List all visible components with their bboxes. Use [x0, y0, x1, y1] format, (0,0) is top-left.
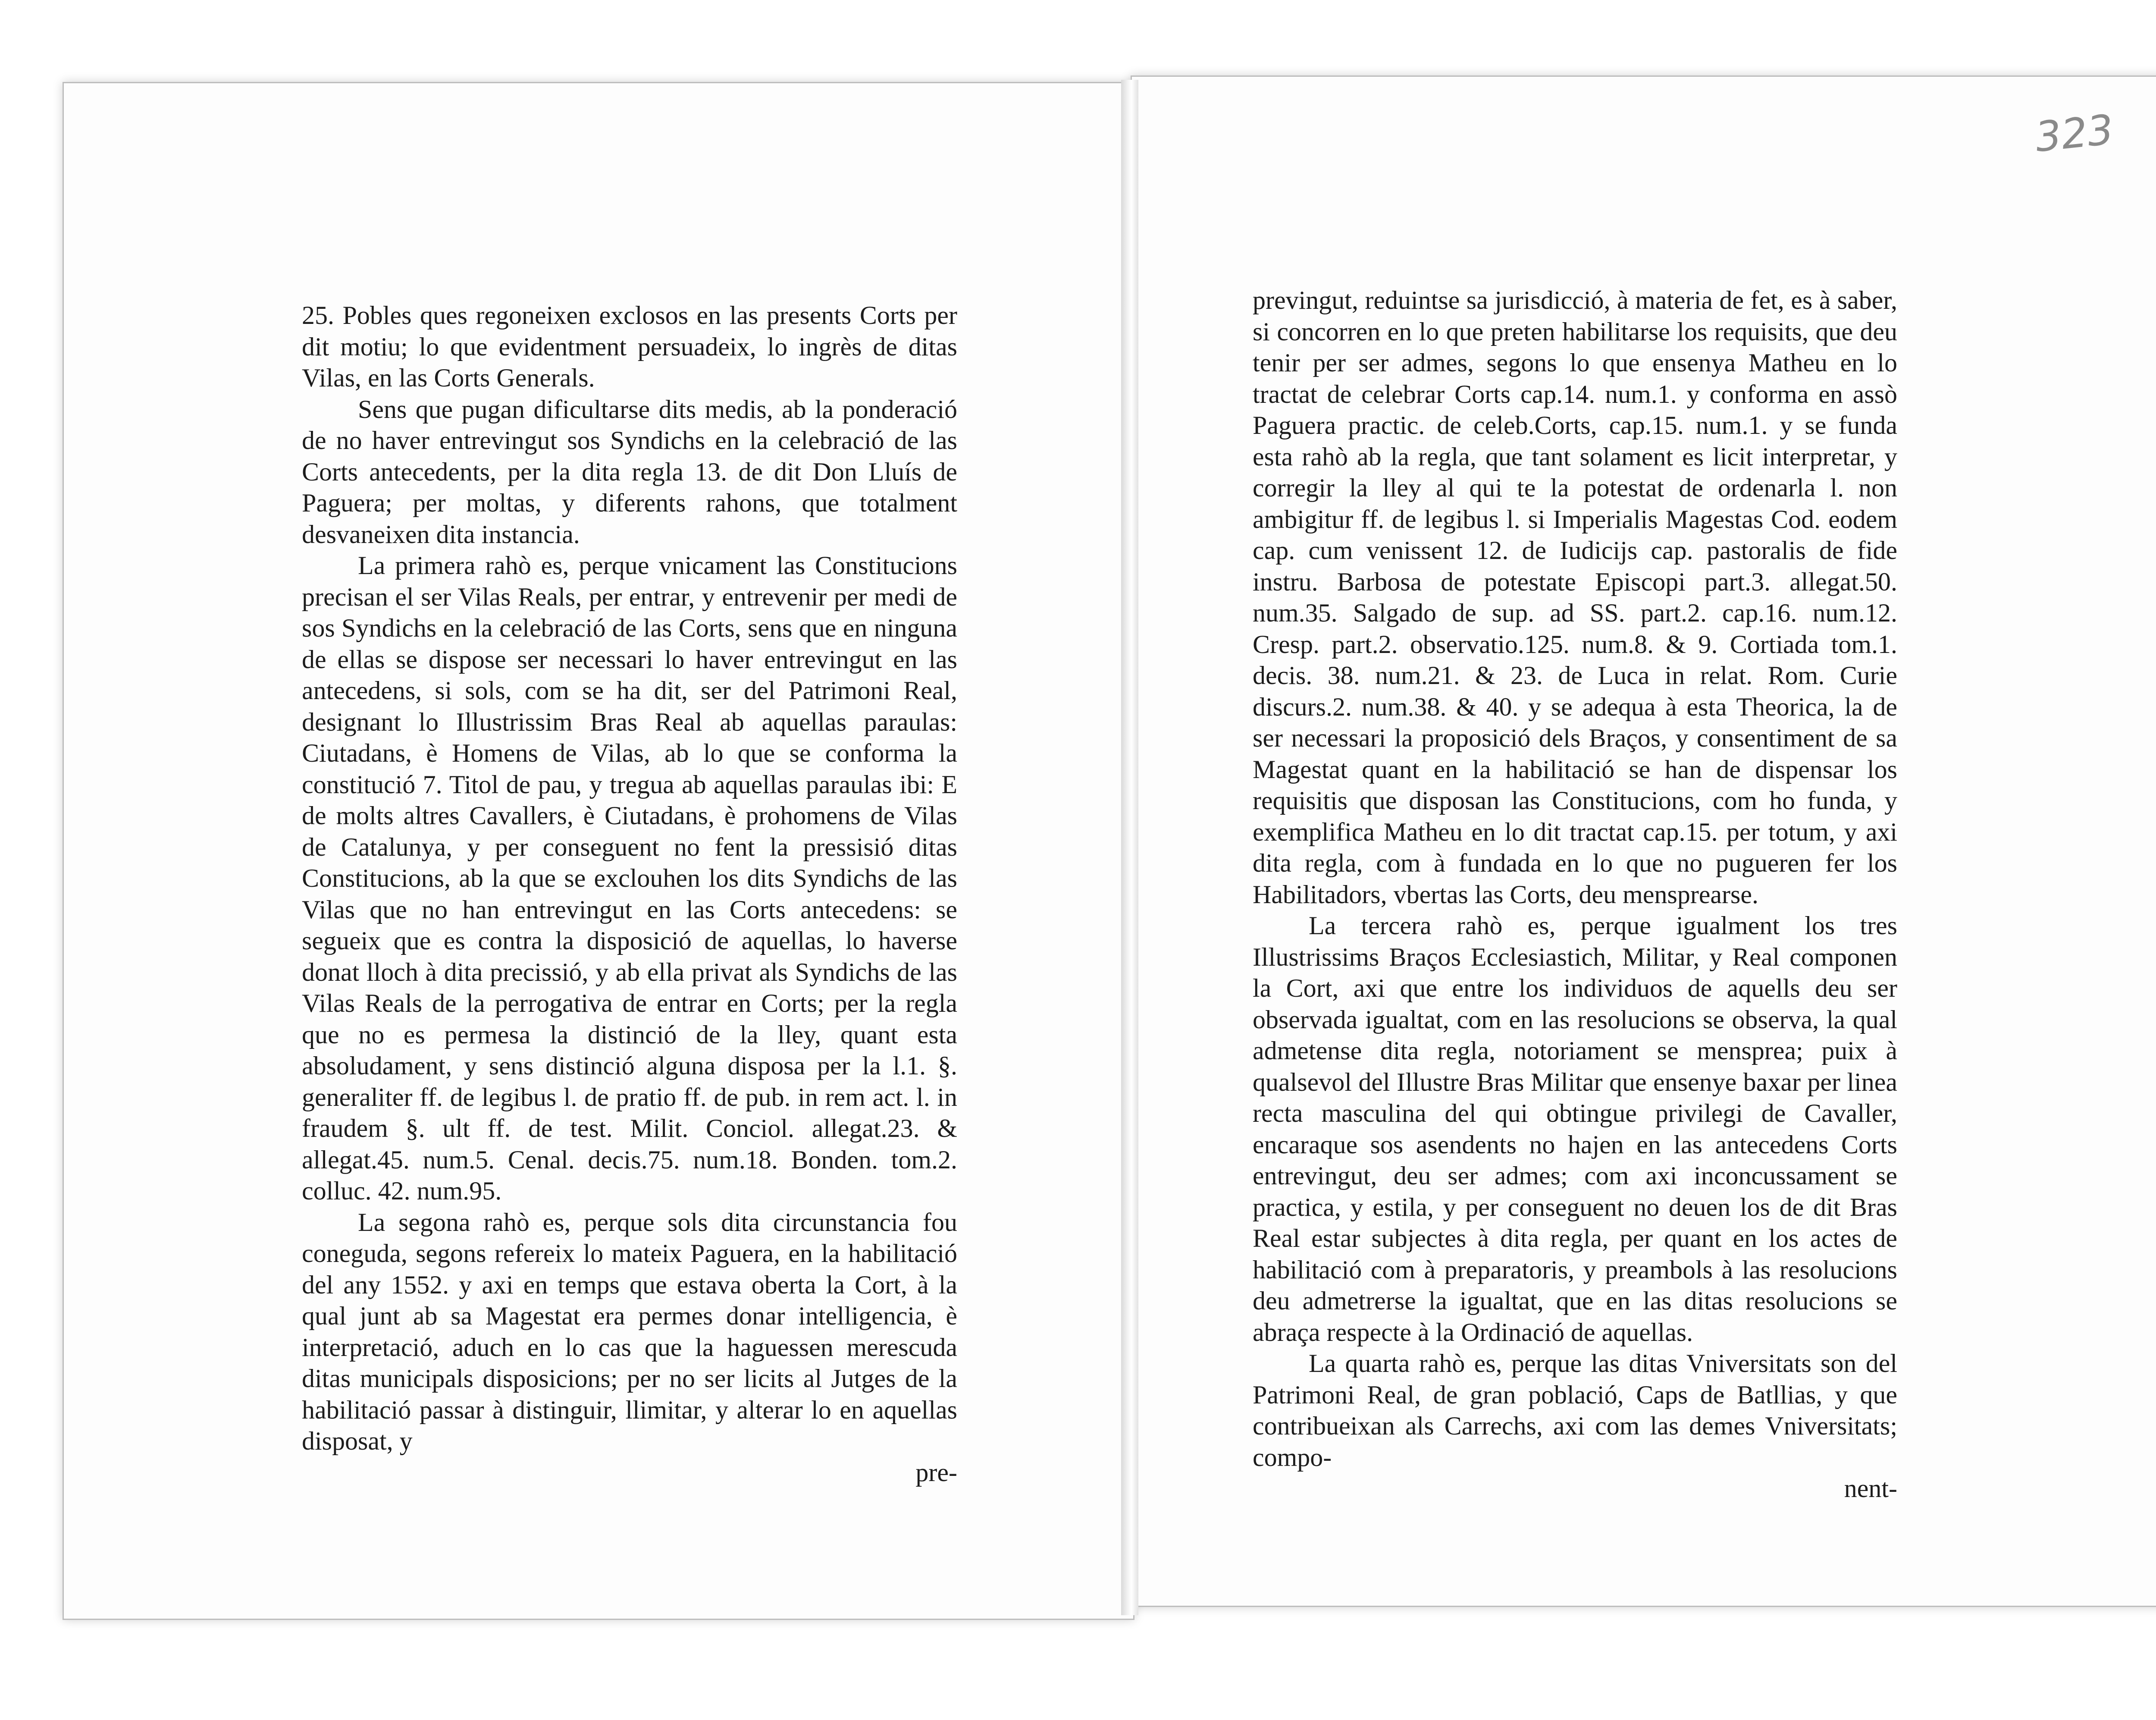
paragraph: previngut, reduintse sa jurisdicció, à materia de fet, es à saber, si concorren en lo que preten habilitarse los requisits, que deu tenir per ser admes, segons lo que ensenya Matheu en lo tractat de celebrar Corts cap.14. num.1. y conforma en assò Paguera practic. de celeb.Corts, cap.15. num.1. y se funda esta rahò ab la regla, que tant solament es licit interpretar, y corregir la lley al qui te la potestat de ordenarla l. non ambigitur ff. de legibus l. si Imperialis Magestas Cod. eodem cap. cum venissent 12. de Iudicijs cap. pastoralis de fide instru. Barbosa de potestate Episcopi part.3. allegat.50. num.35. Salgado de sup. ad SS. part.2. cap.16. num.12. Cresp. part.2. observatio.125. num.8. & 9. Cortiada tom.1. decis. 38. num.21. & 23. de Luca in relat. Rom. Curie discurs.2. num.38. & 40. y se adequa à esta Theorica, la de ser necessari la proposició dels Braços, y consentiment de sa Magestat quant en la habilitació se han de dispensar los requisitis que disposan las Constitucions, com ho funda, y exemplifica Matheu en lo dit tractat cap.15. per totum, y axi dita regla, com à fundada en lo que no pugueren fer los Habilitadors, vbertas las Corts, deu mensprearse.	[1253, 286, 1897, 909]
paragraph: La tercera rahò es, perque igualment los tres Illustrissims Braços Ecclesiastich, Militar, y Real componen la Cort, axi que entre los individuos de aquells deu ser observada igualtat, com en las resolucions se observa, la qual admetense dita regla, notoriament se menspreа; puix à qualsevol del Illustre Bras Militar que ensenye baxar per linea recta masculina del qui obtingue privilegi de Cavaller, encaraque sos asendents no hajen en las antecedens Corts entrevingut, deu ser admes; com axi inconcussament se practica, y estila, y per conseguent no deuen los de dit Bras Real estar subjectes à dita regla, per quant en los actes de habilitació com à preparatoris, y preambols à las resolucions deu admetrerse la igualtat, que en las ditas resolucions se abraça respecte à la Ordinació de aquellas.	[1253, 911, 1897, 1346]
catchword: pre-	[915, 1458, 957, 1487]
left-page-text	[302, 300, 957, 1488]
paragraph: La primera rahò es, perque vnicament las Constitucions precisan el ser Vilas Reals, per entrar, y entrevenir per medi de sos Syndichs en la celebració de las Corts, sens que en ninguna de ellas se dispose ser necessari lo haver entrevingut en las antecedens, si sols, com se ha dit, ser del Patrimoni Real, designant lo Illustrissim Bras Real ab aquellas paraulas: Ciutadans, è Homens de Vilas, ab lo que se conforma la constitució 7. Titol de pau, y tregua ab aquellas paraulas ibi: E de molts altres Cavallers, è Ciutadans, è prohomens de Vilas de Catalunya, y per conseguent no fent la pressisió ditas Constitucions, ab la que se exclouhen los dits Syndichs de las Vilas que no han entrevingut en las Corts antecedens: se segueix que es contra la disposició de aquellas, lo haverse donat lloch à dita precissió, y ab ella privat als Syndichs de las Vilas Reals de la perrogativa de entrar en Corts; per la regla que no es permesa la distinció de la lley, quant esta absoludament, y sens distinció alguna disposa per la l.1. §. generaliter ff. de legibus l. de pratio ff. de pub. in rem act. l. in fraudem §. ult ff. de test. Milit. Conciol. allegat.23. & allegat.45. num.5. Cenal. decis.75. num.18. Bonden. tom.2. colluc. 42. num.95.	[302, 551, 957, 1205]
paragraph: La quarta rahò es, perque las ditas Vniversitats son del Patrimoni Real, de gran població, Caps de Batllias, y que contribueixan als Carrechs, axi com las demes Vniversitats; compo-	[1253, 1349, 1897, 1472]
book-spine	[1121, 80, 1138, 1615]
folio-number: 323	[2033, 106, 2116, 162]
right-page-text	[1253, 285, 1897, 1504]
paragraph: 25. Pobles ques regoneixen exclosos en las presents Corts per dit motiu; lo que evidentment persuadeix, lo ingrès de ditas Vilas, en las Corts Generals.	[302, 301, 957, 392]
paragraph: Sens que pugan dificultarse dits medis, ab la ponderació de no haver entrevingut sos Syndichs en la celebració de las Corts antecedents, per la dita regla 13. de dit Don Lluís de Paguera; per moltas, y diferents rahons, que totalment desvaneixen dita instancia.	[302, 395, 957, 549]
paragraph: La segona rahò es, perque sols dita circunstancia fou coneguda, segons refereix lo mateix Paguera, en la habilitació del any 1552. y axi en temps que estava oberta la Cort, à la qual junt ab sa Magestat era permes donar intelligencia, è interpretació, aduch en lo cas que la haguessen merescuda ditas municipals disposicions; per no ser licits al Jutges de la habilitació passar à distinguir, llimitar, y alterar lo en aquellas disposat, y	[302, 1208, 957, 1455]
catchword: nent-	[1844, 1474, 1897, 1503]
